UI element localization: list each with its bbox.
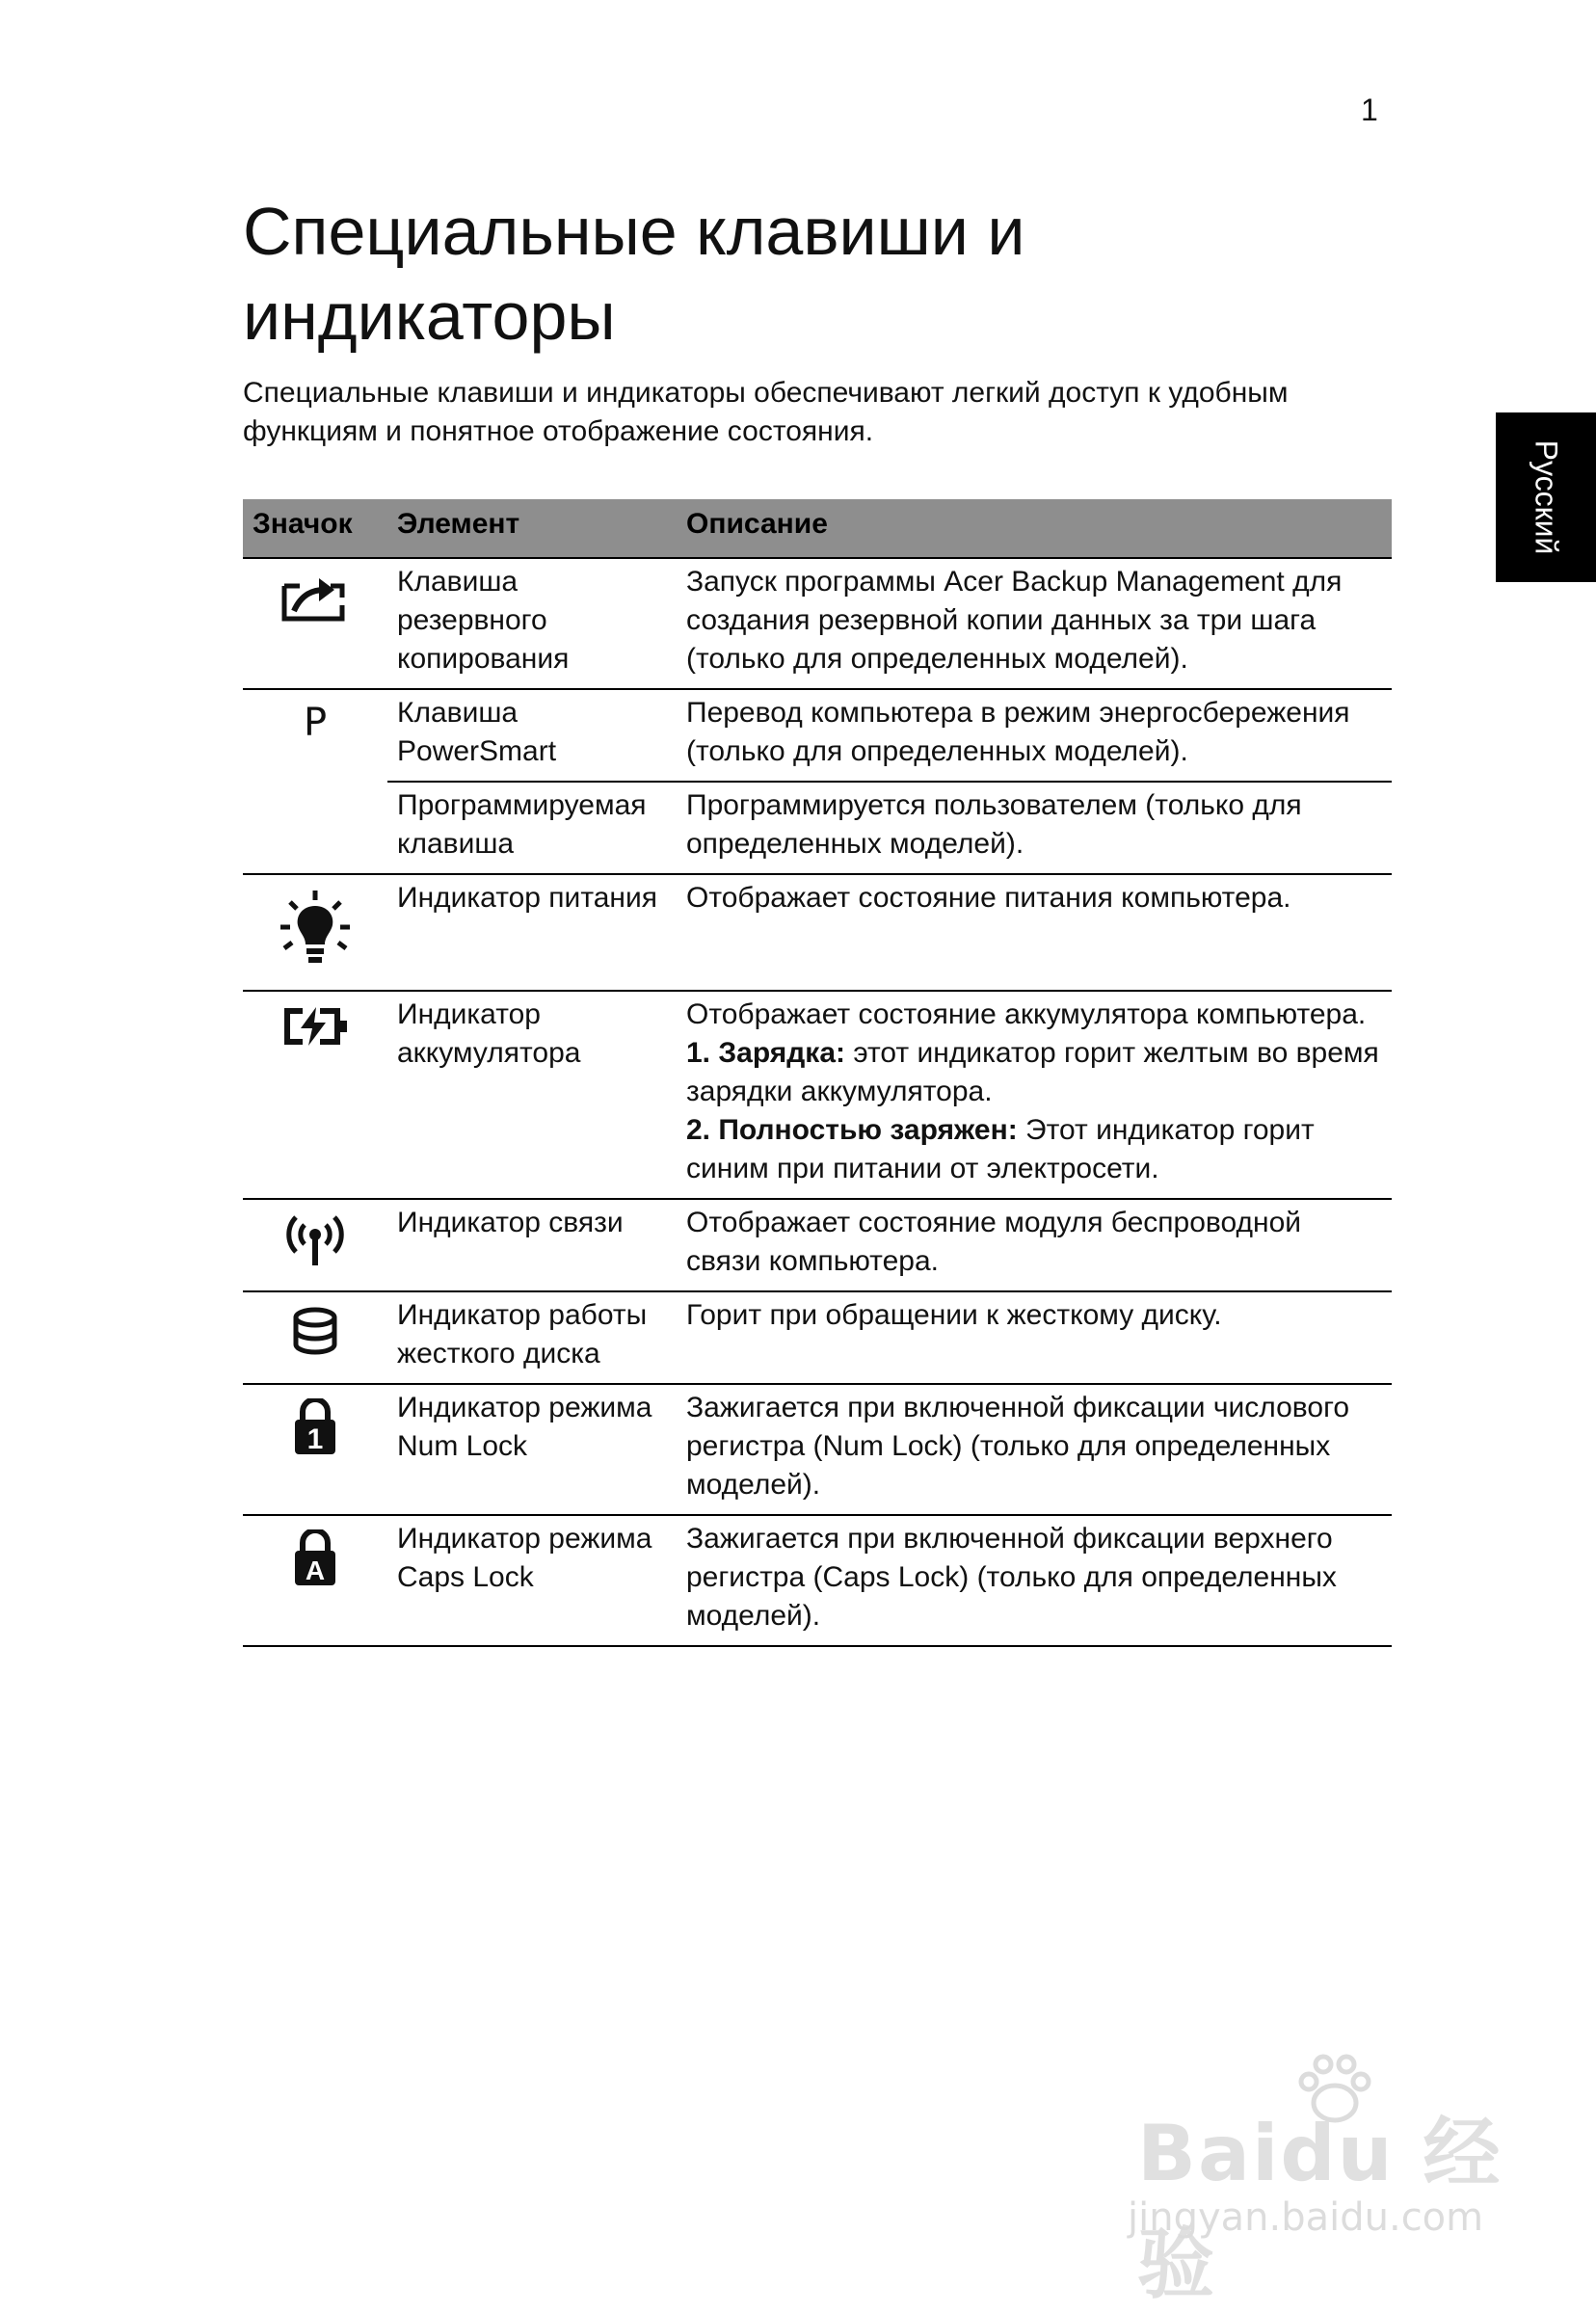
icon-cell — [243, 874, 387, 991]
header-element: Элемент — [387, 499, 677, 558]
charging-note — [686, 1034, 1382, 1111]
hdd-icon — [290, 1306, 340, 1356]
backup-icon — [280, 572, 350, 623]
intro-paragraph: Специальные клавиши и индикаторы обеспечивают легкий доступ к удобным функциям и понятное отображение состояния. — [243, 377, 1289, 447]
element-description: Зажигается при включенной фиксации верхнего регистра (Caps Lock) (только для определенных моделей). — [677, 1515, 1392, 1646]
charged-text: Этот индикатор горит синим при питании от электросети. — [686, 1114, 1315, 1184]
num-lock-digit: 1 — [306, 1423, 324, 1455]
wireless-icon — [281, 1213, 349, 1267]
powersmart-p-icon: P — [303, 701, 328, 745]
charging-text: этот индикатор горит желтым во время зарядки аккумулятора. — [686, 1037, 1379, 1107]
header-icon: Значок — [243, 499, 387, 558]
baidu-watermark — [1118, 2053, 1503, 2309]
table-row — [243, 1199, 1392, 1291]
icon-cell — [243, 1291, 387, 1384]
element-description: Отображает состояние модуля беспроводной связи компьютера. — [677, 1199, 1392, 1291]
element-name: Индикатор работы жесткого диска — [387, 1291, 677, 1384]
element-description: Программируется пользователем (только для определенных моделей). — [677, 782, 1392, 874]
element-description: Отображает состояние аккумулятора компьютера. — [686, 998, 1367, 1030]
caps-lock-letter: A — [305, 1555, 326, 1585]
language-tab-label: Русский — [1529, 439, 1564, 555]
icon-cell — [243, 558, 387, 689]
header-description: Описание — [677, 499, 1392, 558]
table-row — [243, 1384, 1392, 1515]
charged-label: 2. Полностью заряжен: — [686, 1114, 1018, 1146]
special-keys-table — [243, 499, 1392, 1647]
element-description: Перевод компьютера в режим энергосбережения (только для определенных моделей). — [677, 689, 1392, 782]
icon-cell — [243, 991, 387, 1199]
icon-cell — [243, 689, 387, 874]
table-row — [243, 874, 1392, 991]
page-title: Специальные клавиши и индикаторы — [243, 194, 1025, 354]
element-name: Клавиша PowerSmart — [387, 689, 677, 782]
icon-cell — [243, 1199, 387, 1291]
table-row — [243, 1291, 1392, 1384]
table-row — [243, 991, 1392, 1199]
language-tab — [1496, 412, 1596, 582]
table-row — [243, 689, 1392, 782]
element-name: Клавиша резервного копирования — [387, 558, 677, 689]
icon-cell — [243, 1384, 387, 1515]
charging-label: 1. Зарядка: — [686, 1037, 845, 1069]
element-description-cell — [677, 991, 1392, 1199]
element-description: Запуск программы Acer Backup Management для создания резервной копии данных за три шага (только для определенных моделей). — [677, 558, 1392, 689]
page-number: 1 — [1361, 93, 1378, 127]
caps-lock-icon — [291, 1529, 339, 1587]
element-name: Индикатор режима Num Lock — [387, 1384, 677, 1515]
battery-icon — [281, 1005, 349, 1048]
element-description: Горит при обращении к жесткому диску. — [677, 1291, 1392, 1384]
icon-cell — [243, 1515, 387, 1646]
element-name: Индикатор режима Caps Lock — [387, 1515, 677, 1646]
element-description: Зажигается при включенной фиксации числового регистра (Num Lock) (только для определенных моделей). — [677, 1384, 1392, 1515]
element-name: Индикатор аккумулятора — [387, 991, 677, 1199]
table-row — [243, 782, 1392, 874]
table-row — [243, 558, 1392, 689]
table-header-row — [243, 499, 1392, 558]
watermark-url: jingyan.baidu.com — [1128, 2195, 1484, 2240]
element-name: Индикатор связи — [387, 1199, 677, 1291]
power-bulb-icon — [279, 889, 352, 970]
element-description: Отображает состояние питания компьютера. — [677, 874, 1392, 991]
table-row — [243, 1515, 1392, 1646]
num-lock-icon — [291, 1398, 339, 1456]
charged-note — [686, 1111, 1382, 1188]
watermark-brand: Baidu 经验 — [1137, 2109, 1503, 2309]
element-name: Индикатор питания — [387, 874, 677, 991]
element-name: Программируемая клавиша — [387, 782, 677, 874]
